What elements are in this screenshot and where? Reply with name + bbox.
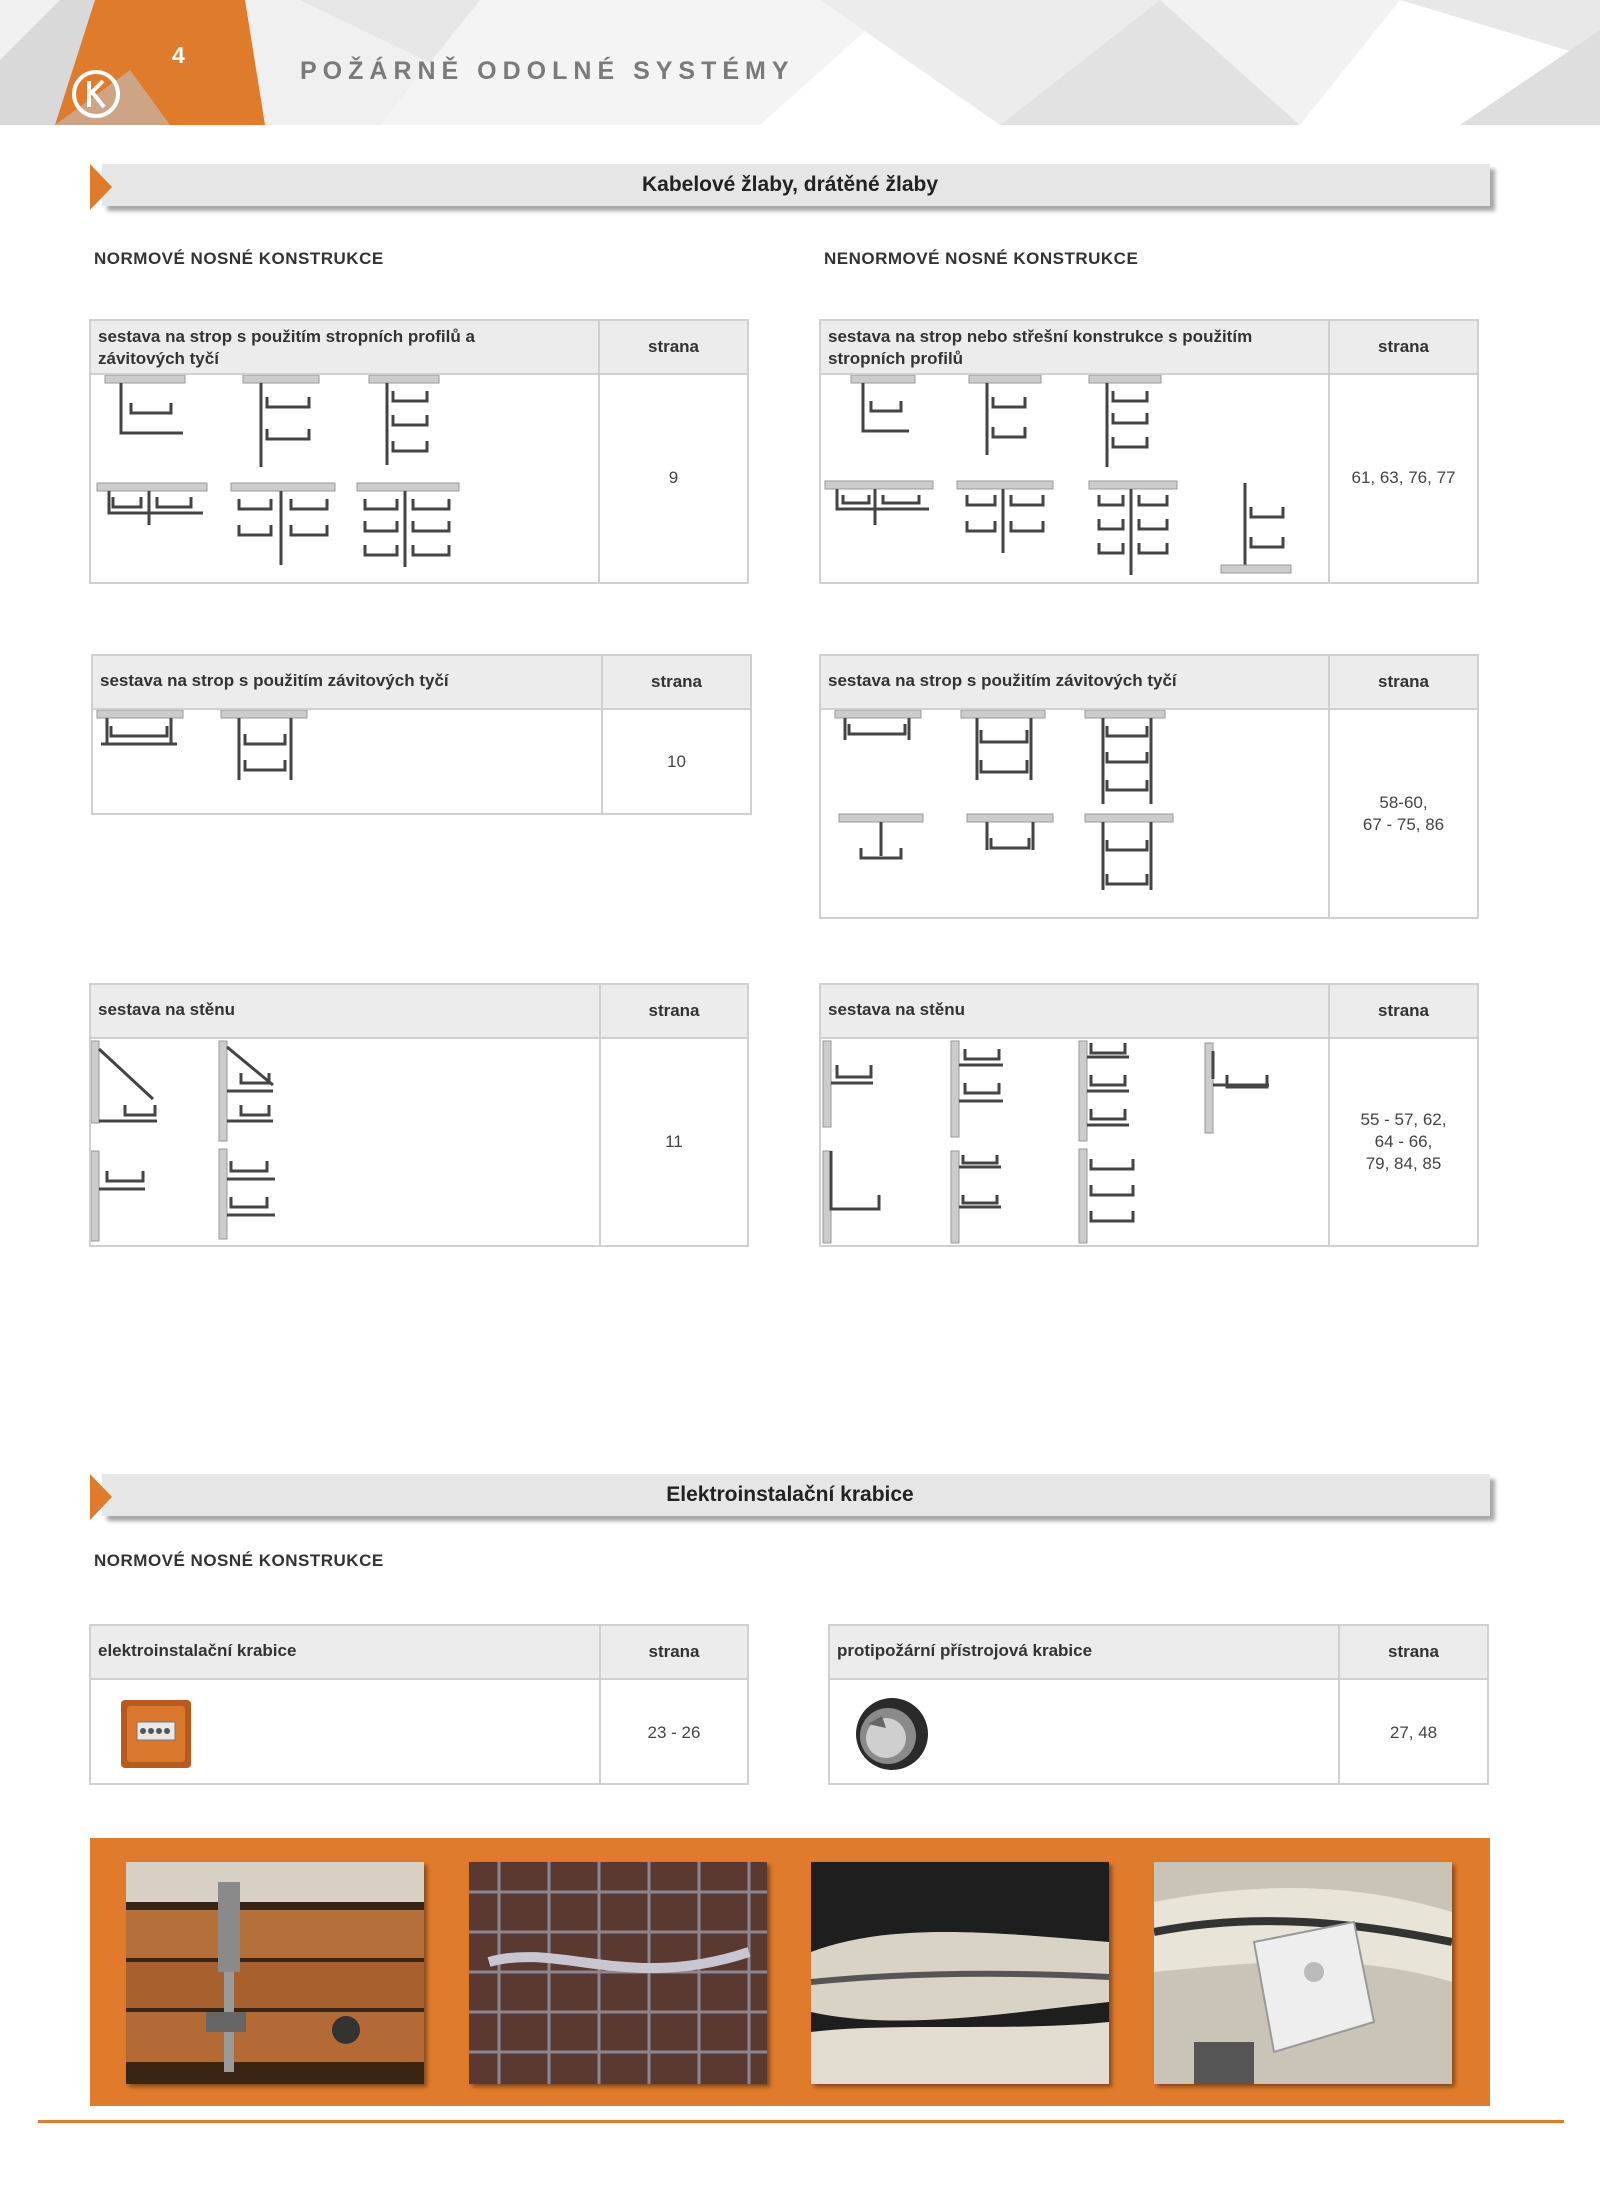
column-header-strana: strana xyxy=(1387,1642,1440,1661)
column-header-strana: strana xyxy=(1377,672,1430,691)
page-reference: 61, 63, 76, 77 xyxy=(1351,468,1456,487)
document-title: POŽÁRNĚ ODOLNÉ SYSTÉMY xyxy=(300,57,795,85)
column-header-strana: strana xyxy=(648,1001,700,1020)
table-threaded-rods-nonstandard xyxy=(819,654,1479,919)
page-reference: 11 xyxy=(665,1132,683,1151)
right-subheading: NENORMOVÉ NOSNÉ KONSTRUKCE xyxy=(824,249,1139,268)
table-wall-nonstandard xyxy=(819,983,1479,1247)
column-header-strana: strana xyxy=(648,1642,700,1661)
ceiling-profile-diagrams xyxy=(91,375,596,580)
column-header-strana: strana xyxy=(650,672,703,691)
coated-cable-tray-photo xyxy=(811,1862,1109,2084)
section-title: Elektroinstalační krabice xyxy=(666,1483,914,1506)
junction-box-icon xyxy=(117,1694,197,1774)
section-banner-junction-boxes xyxy=(90,1474,1490,1522)
footer-divider xyxy=(38,2120,1564,2123)
threaded-rod-diagrams xyxy=(93,710,598,814)
table-label: sestava na strop nebo střešní konstrukce s použitím stropních profilů xyxy=(828,327,1253,368)
page-reference: 27, 48 xyxy=(1389,1723,1438,1742)
table-label: sestava na strop s použitím závitových tyčí xyxy=(100,671,449,690)
column-header-strana: strana xyxy=(1377,1001,1430,1020)
page-reference: 55 - 57, 62, 64 - 66, 79, 84, 85 xyxy=(1360,1110,1447,1173)
column-header-strana: strana xyxy=(1377,337,1430,356)
left-subheading: NORMOVÉ NOSNÉ KONSTRUKCE xyxy=(94,249,384,268)
fire-box-icon xyxy=(852,1694,932,1774)
left-subheading: NORMOVÉ NOSNÉ KONSTRUKCE xyxy=(94,1551,384,1570)
table-ceiling-profiles-nonstandard xyxy=(819,319,1479,584)
table-label: sestava na strop s použitím stropních profilů a závitových tyčí xyxy=(98,327,475,368)
page-number: 4 xyxy=(172,42,185,68)
photo-gallery xyxy=(90,1838,1490,2106)
section-banner-cable-trays xyxy=(90,164,1490,212)
page-reference: 23 - 26 xyxy=(647,1723,701,1742)
cable-hanger-photo xyxy=(126,1862,424,2084)
wall-bracket-diagrams-nonstandard xyxy=(821,1039,1326,1247)
table-fire-box xyxy=(828,1624,1489,1785)
table-wall-standard xyxy=(89,983,749,1247)
page-reference: 58-60, 67 - 75, 86 xyxy=(1362,793,1445,834)
page-reference: 10 xyxy=(667,752,686,771)
roof-profile-diagrams xyxy=(821,375,1326,580)
column-header-strana: strana xyxy=(647,337,700,356)
threaded-rod-diagrams-nonstandard xyxy=(821,710,1326,918)
coated-cable-bracket-photo xyxy=(1154,1862,1452,2084)
header-background xyxy=(0,0,1600,125)
page-reference: 9 xyxy=(668,468,679,487)
table-junction-box xyxy=(89,1624,749,1785)
table-threaded-rods-standard xyxy=(91,654,752,815)
table-label: sestava na stěnu xyxy=(828,1000,966,1019)
k-logo-icon xyxy=(70,68,122,120)
wall-bracket-diagrams xyxy=(91,1039,596,1247)
table-label: elektroinstalační krabice xyxy=(98,1641,297,1660)
table-label: protipožární přístrojová krabice xyxy=(837,1641,1093,1660)
wire-tray-photo xyxy=(469,1862,767,2084)
table-ceiling-profiles-standard xyxy=(89,319,749,584)
table-label: sestava na strop s použitím závitových tyčí xyxy=(828,671,1177,690)
section-title: Kabelové žlaby, drátěné žlaby xyxy=(641,173,939,196)
table-label: sestava na stěnu xyxy=(98,1000,236,1019)
